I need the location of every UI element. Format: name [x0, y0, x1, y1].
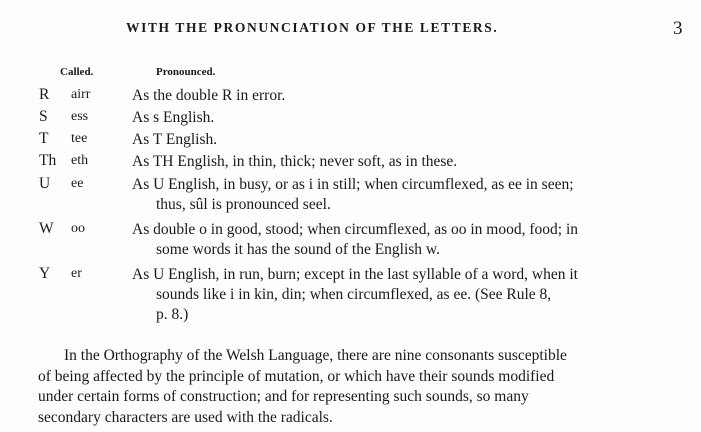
- page-header: [0, 18, 701, 42]
- column-header-called: Called.: [60, 66, 94, 78]
- entry-letter: W: [39, 220, 54, 237]
- running-title: WITH THE PRONUNCIATION OF THE LETTERS.: [126, 20, 499, 35]
- column-headers: [0, 66, 701, 82]
- entry-pronunciation: [132, 130, 217, 150]
- entry-letter: S: [39, 108, 48, 125]
- column-header-pronounced: Pronounced.: [156, 66, 216, 78]
- entry-called: oo: [71, 221, 85, 236]
- pronunciation-line: p. 8.): [156, 306, 189, 323]
- pronunciation-line: sounds like i in kin, din; when circumflexed, as ee. (See Rule 8,: [156, 286, 552, 303]
- entry-pronunciation: [132, 86, 285, 106]
- entry-called: ee: [71, 176, 84, 191]
- entry-pronunciation: [132, 108, 214, 128]
- pronunciation-line: As the double R in error.: [132, 87, 286, 104]
- entry-letter: T: [39, 130, 49, 147]
- entry-called: tee: [71, 131, 88, 146]
- pronunciation-line: As U English, in run, burn; except in the last syllable of a word, when it: [132, 266, 578, 283]
- entry-letter: R: [39, 86, 50, 103]
- entry-pronunciation: [132, 175, 574, 215]
- pronunciation-line: As double o in good, stood; when circumflexed, as oo in mood, food; in: [132, 221, 578, 238]
- pronunciation-line: some words it has the sound of the English w.: [156, 241, 440, 258]
- paragraph-line: secondary characters are used with the radicals.: [38, 408, 333, 426]
- pronunciation-line: As U English, in busy, or as i in still; when circumflexed, as ee in seen;: [132, 176, 574, 193]
- entry-called: ess: [71, 109, 89, 124]
- entry-pronunciation: [132, 265, 578, 325]
- entry-pronunciation: [132, 220, 578, 260]
- paragraph-line: In the Orthography of the Welsh Language, there are nine consonants susceptible: [64, 347, 567, 364]
- entry-called: er: [71, 266, 82, 281]
- entry-called: eth: [71, 153, 89, 168]
- pronunciation-line: As TH English, in thin, thick; never soft, as in these.: [132, 153, 458, 170]
- entry-letter: Y: [39, 265, 51, 282]
- paragraph-line: under certain forms of construction; and for representing such sounds, so many: [38, 388, 529, 405]
- entry-letter: Th: [39, 152, 57, 169]
- entry-called: airr: [71, 87, 91, 102]
- entry-letter: U: [39, 175, 51, 192]
- entry-pronunciation: [132, 152, 457, 172]
- pronunciation-line: As T English.: [132, 131, 218, 148]
- pronunciation-line: As s English.: [132, 109, 215, 126]
- page-number: 3: [673, 18, 683, 39]
- paragraph-line: of being affected by the principle of mutation, or which have their sounds modified: [38, 367, 555, 385]
- body-paragraph: [38, 346, 658, 428]
- pronunciation-line: thus, sûl is pronounced seel.: [156, 196, 331, 213]
